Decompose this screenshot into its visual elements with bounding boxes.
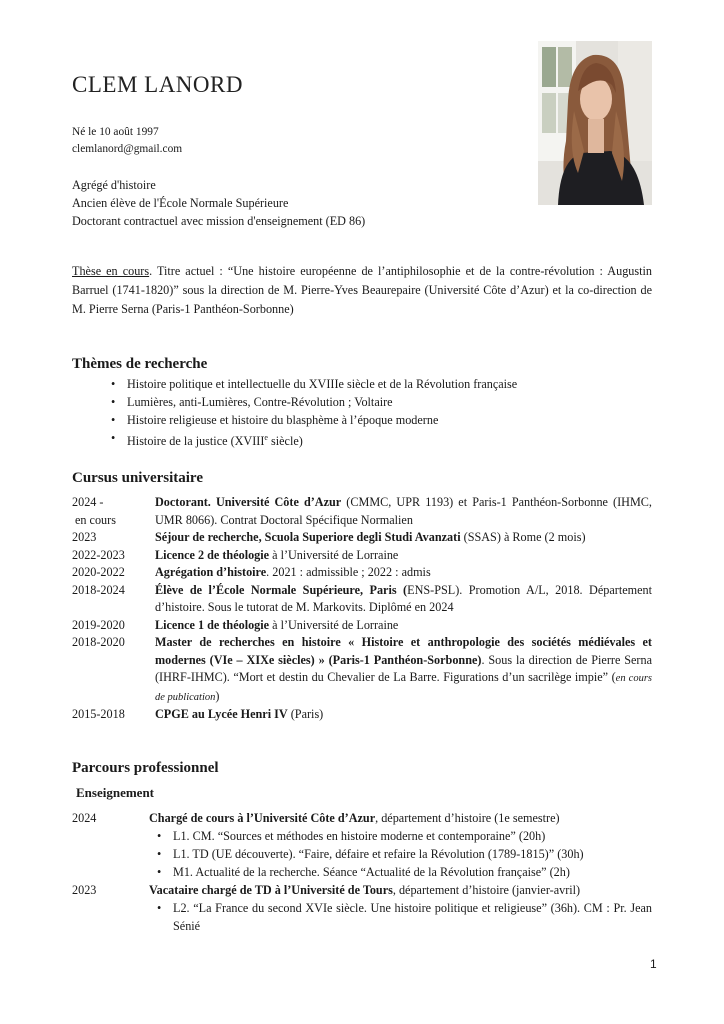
list-item: • Lumières, anti-Lumières, Contre-Révolution ; Voltaire <box>111 393 651 411</box>
description-cell: Vacataire chargé de TD à l’Université de Tours, département d’histoire (janvier-avril) • L2. “La France du second XVIe siècle. Une histoire politique et religieuse” (36h). CM : Pr. Jean Sénié <box>149 881 652 935</box>
description-cell: Séjour de recherche, Scuola Superiore degli Studi Avanzati (SSAS) à Rome (2 mois) <box>155 530 586 544</box>
cursus-table <box>72 494 652 724</box>
list-item: • L2. “La France du second XVIe siècle. Une histoire politique et religieuse” (36h). CM : Pr. Jean Sénié <box>157 899 652 935</box>
page-number: 1 <box>650 957 657 971</box>
profile-photo <box>538 41 652 205</box>
year-cell: 2018-2024 <box>72 582 125 597</box>
list-item: • Histoire religieuse et histoire du blasphème à l’époque moderne <box>111 411 651 429</box>
description-cell: Licence 2 de théologie à l’Université de Lorraine <box>155 547 399 562</box>
year-cell: en cours <box>75 512 116 527</box>
year-cell: 2023 <box>72 530 97 544</box>
titles-block <box>72 176 365 230</box>
year-cell: 2018-2020 <box>72 635 125 649</box>
list-item: • Histoire politique et intellectuelle du XVIIIe siècle et de la Révolution française <box>111 375 651 393</box>
table-row <box>72 809 652 881</box>
table-row <box>72 582 652 617</box>
email-address: clemlanord@gmail.com <box>72 143 183 155</box>
teaching-entries <box>72 809 652 935</box>
title-line: Doctorant contractuel avec mission d'enseignement (ED 86) <box>72 214 366 228</box>
table-row <box>72 564 652 582</box>
list-item: • M1. Actualité de la recherche. Séance “Actualité de la Révolution française” (2h) <box>157 863 652 881</box>
description-cell: Agrégation d’histoire. 2021 : admissible ; 2022 : admis <box>155 565 431 579</box>
title-line: Agrégé d'histoire <box>72 178 156 192</box>
year-cell: 2022-2023 <box>72 547 125 562</box>
thesis-label: Thèse en cours <box>72 264 150 278</box>
table-row <box>72 547 652 565</box>
table-row <box>72 634 652 706</box>
table-row <box>72 617 652 635</box>
themes-list <box>111 375 651 450</box>
list-item: • Histoire de la justice (XVIIIe siècle) <box>111 429 651 450</box>
table-row <box>72 881 652 935</box>
course-list <box>157 899 652 935</box>
person-name: CLEM LANORD <box>72 72 243 97</box>
portrait-image <box>538 41 652 205</box>
description-cell: CPGE au Lycée Henri IV (Paris) <box>155 707 324 721</box>
description-cell: Licence 1 de théologie à l’Université de Lorraine <box>155 617 399 632</box>
year-cell: 2024 <box>72 811 97 825</box>
description-cell: Master de recherches en histoire « Histoire et anthropologie des sociétés médiévales et modernes (VIe – XIXe siècles) » (Paris-1 Panthéon-Sorbonne). Sous la direction de Pierre Serna (IHRF-IHMC). “Mort et destin du Chevalier de La Barre. Figurations d’un sacrilège impie” (en cours de publication) <box>155 635 652 703</box>
list-item: • L1. TD (UE découverte). “Faire, défaire et refaire la Révolution (1789-1815)” (30h) <box>157 845 652 863</box>
title-line: Ancien élève de l'École Normale Supérieure <box>72 196 289 210</box>
table-row <box>72 494 652 529</box>
contact-info <box>72 124 182 158</box>
list-item: • L1. CM. “Sources et méthodes en histoire moderne et contemporaine” (20h) <box>157 827 652 845</box>
year-cell: 2015-2018 <box>72 707 125 721</box>
description-cell: Chargé de cours à l’Université Côte d’Azur, département d’histoire (1e semestre) • L1. CM. “Sources et méthodes en histoire moderne et contemporaine” (20h) • L1. TD (UE découverte). “Faire, défaire et refaire la Révolution (1789-1815)” (30h) • M1. Actualité de la recherche. Séance “Actualité de la Révolution française” (2h) <box>149 809 652 881</box>
table-row <box>72 706 652 724</box>
year-cell: 2023 <box>72 883 97 897</box>
teaching-subheading: Enseignement <box>76 785 154 800</box>
year-cell: 2020-2022 <box>72 565 125 579</box>
themes-heading: Thèmes de recherche <box>72 356 208 372</box>
description-cell: Élève de l’École Normale Supérieure, Paris (ENS-PSL). Promotion A/L, 2018. Département d’histoire. Sous le tutorat de M. Markovits. Diplômé en 2024 <box>155 582 652 614</box>
description-cell: Doctorant. Université Côte d’Azur (CMMC, UPR 1193) et Paris-1 Panthéon-Sorbonne (IHMC, UMR 8066). Contrat Doctoral Spécifique Normalien <box>155 495 652 527</box>
birth-date: Né le 10 août 1997 <box>72 126 159 138</box>
table-row <box>72 529 652 547</box>
career-heading: Parcours professionnel <box>72 760 219 776</box>
year-cell: 2019-2020 <box>72 617 125 632</box>
cursus-heading: Cursus universitaire <box>72 470 203 486</box>
thesis-paragraph <box>72 262 652 319</box>
thesis-text: . Titre actuel : “Une histoire européenne de l’antiphilosophie et de la contre-révolution : Augustin Barruel (1741-1820)” sous la direction de M. Pierre-Yves Beaurepaire (Université Côte d’Azur) et la co-direction de M. Pierre Serna (Paris-1 Panthéon-Sorbonne) <box>72 264 652 316</box>
year-cell: 2024 - <box>72 495 104 509</box>
course-list <box>157 827 652 881</box>
